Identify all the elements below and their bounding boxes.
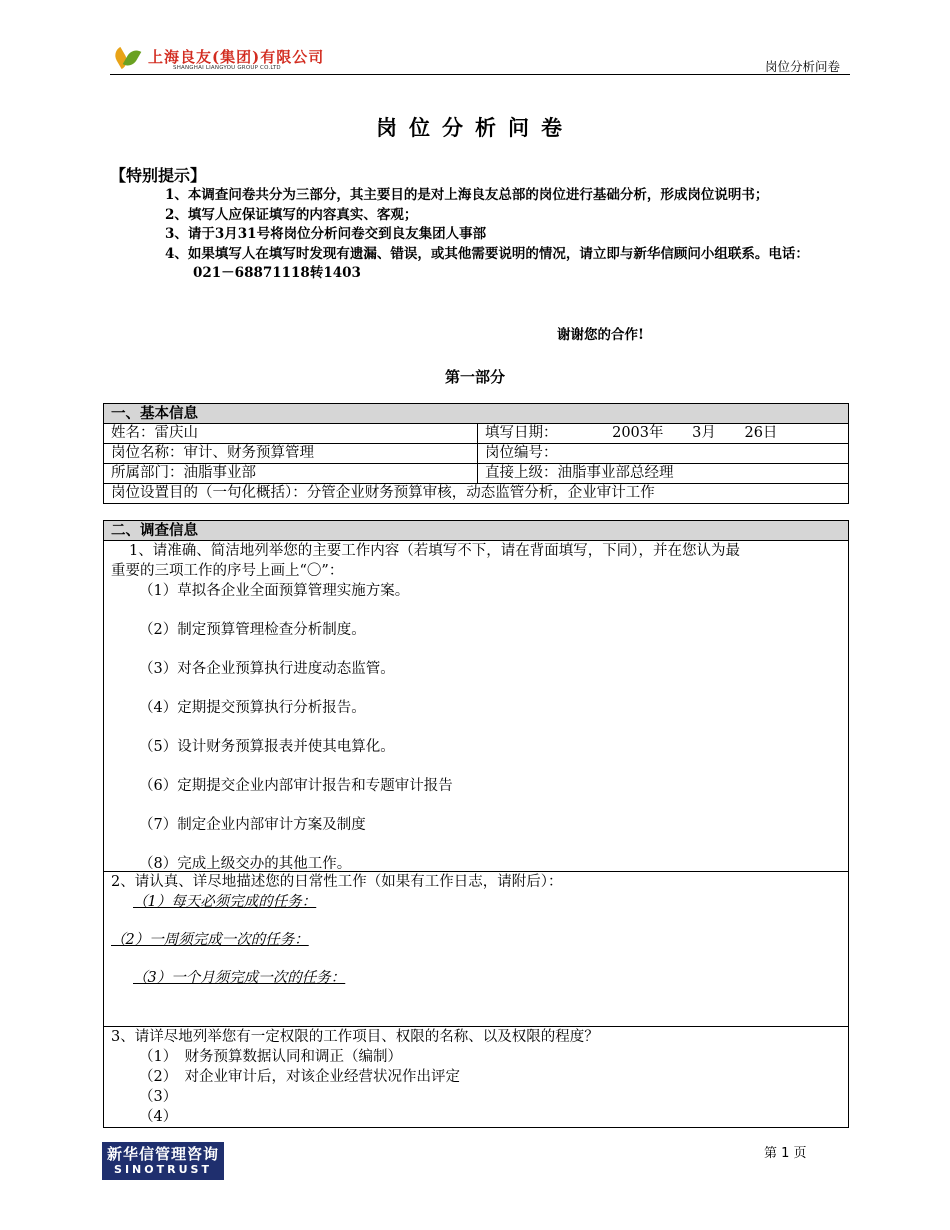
department-cell: 所属部门：油脂事业部 bbox=[104, 464, 478, 483]
q1-text: 重要的三项工作的序号上画上“〇”： bbox=[111, 563, 344, 579]
position-no-cell: 岗位编号： bbox=[485, 445, 558, 461]
consultant-logo-en: SINOTRUST bbox=[114, 1163, 212, 1176]
list-item: （2）制定预算管理检查分析制度。 bbox=[139, 622, 366, 638]
date-label: 填写日期： bbox=[485, 425, 558, 441]
list-item: （2） 对企业审计后，对该企业经营状况作出评定 bbox=[139, 1069, 460, 1085]
part-title: 第一部分 bbox=[444, 368, 505, 386]
survey-table bbox=[103, 520, 849, 1128]
date-day: 26日 bbox=[744, 425, 778, 441]
header-doc-name: 岗位分析问卷 bbox=[764, 59, 840, 74]
position-cell: 岗位名称：审计、财务预算管理 bbox=[104, 444, 478, 463]
page-header bbox=[110, 44, 850, 75]
notice-item: 1、本调查问卷共分为三部分，其主要目的是对上海良友总部的岗位进行基础分析，形成岗位说明书； bbox=[165, 187, 769, 203]
monthly-tasks-label: （3）一个月须完成一次的任务： bbox=[133, 970, 346, 986]
list-item: （8）完成上级交办的其他工作。 bbox=[139, 856, 352, 872]
list-item: （6）定期提交企业内部审计报告和专题审计报告 bbox=[139, 778, 453, 794]
basic-info-table bbox=[103, 403, 849, 504]
list-item: （7）制定企业内部审计方案及制度 bbox=[139, 817, 366, 833]
question-2-block bbox=[104, 871, 848, 1026]
question-1-block bbox=[104, 540, 848, 871]
purpose-cell: 岗位设置目的（一句化概括）：分管企业财务预算审核，动态监管分析，企业审计工作 bbox=[111, 485, 655, 501]
question-3-block bbox=[104, 1026, 848, 1128]
daily-tasks-label: （1）每天必须完成的任务： bbox=[133, 894, 317, 910]
list-item: （1） 财务预算数据认同和调正（编制） bbox=[139, 1049, 402, 1065]
list-item: （4） bbox=[139, 1109, 178, 1125]
q1-text: 1、请准确、简洁地列举您的主要工作内容（若填写不下，请在背面填写，下同），并在您认为最 bbox=[129, 543, 740, 559]
name-cell: 姓名：雷庆山 bbox=[104, 424, 478, 443]
list-item: （5）设计财务预算报表并使其电算化。 bbox=[139, 739, 395, 755]
list-item: （3） bbox=[139, 1089, 178, 1105]
table-row bbox=[104, 463, 848, 483]
table-row bbox=[104, 443, 848, 463]
notice-item: 2、填写人应保证填写的内容真实、客观； bbox=[165, 206, 418, 223]
notice-heading: 【特别提示】 bbox=[110, 166, 207, 185]
q3-text: 3、请详尽地列举您有一定权限的工作项目、权限的名称、以及权限的程度？ bbox=[111, 1029, 599, 1045]
consultant-logo bbox=[102, 1142, 224, 1180]
leaf-icon bbox=[123, 47, 142, 69]
document-title: 岗位分析问卷 bbox=[376, 115, 574, 140]
list-item: （1）草拟各企业全面预算管理实施方案。 bbox=[139, 583, 410, 599]
thanks-text: 谢谢您的合作! bbox=[557, 327, 644, 343]
table-row bbox=[104, 483, 848, 503]
date-month: 3月 bbox=[692, 425, 716, 441]
list-item: （3）对各企业预算执行进度动态监管。 bbox=[139, 661, 395, 677]
weekly-tasks-label: （2）一周须完成一次的任务： bbox=[111, 932, 309, 948]
q2-text: 2、请认真、详尽地描述您的日常性工作（如果有工作日志，请附后）： bbox=[111, 874, 563, 890]
date-cell bbox=[478, 424, 848, 443]
notice-item: 3、请于3月31号将岗位分析问卷交到良友集团人事部 bbox=[165, 226, 487, 242]
notice-list bbox=[165, 186, 815, 284]
notice-item: 4、如果填写人在填写时发现有遗漏、错误，或其他需要说明的情况，请立即与新华信顾问小组联系。电话：021－68871118转1403 bbox=[165, 245, 809, 281]
page-number: 第 1 页 bbox=[764, 1146, 807, 1161]
basic-info-heading: 一、基本信息 bbox=[104, 404, 848, 423]
list-item: （4）定期提交预算执行分析报告。 bbox=[139, 700, 366, 716]
survey-heading: 二、调查信息 bbox=[104, 521, 848, 540]
supervisor-cell: 直接上级：油脂事业部总经理 bbox=[485, 465, 674, 481]
company-name-en: SHANGHAI LIANGYOU GROUP CO.LTD bbox=[173, 65, 281, 71]
company-name-cn: 上海良友(集团)有限公司 bbox=[148, 48, 325, 66]
consultant-logo-cn: 新华信管理咨询 bbox=[106, 1145, 219, 1163]
table-row bbox=[104, 423, 848, 443]
date-year: 2003年 bbox=[612, 425, 664, 441]
